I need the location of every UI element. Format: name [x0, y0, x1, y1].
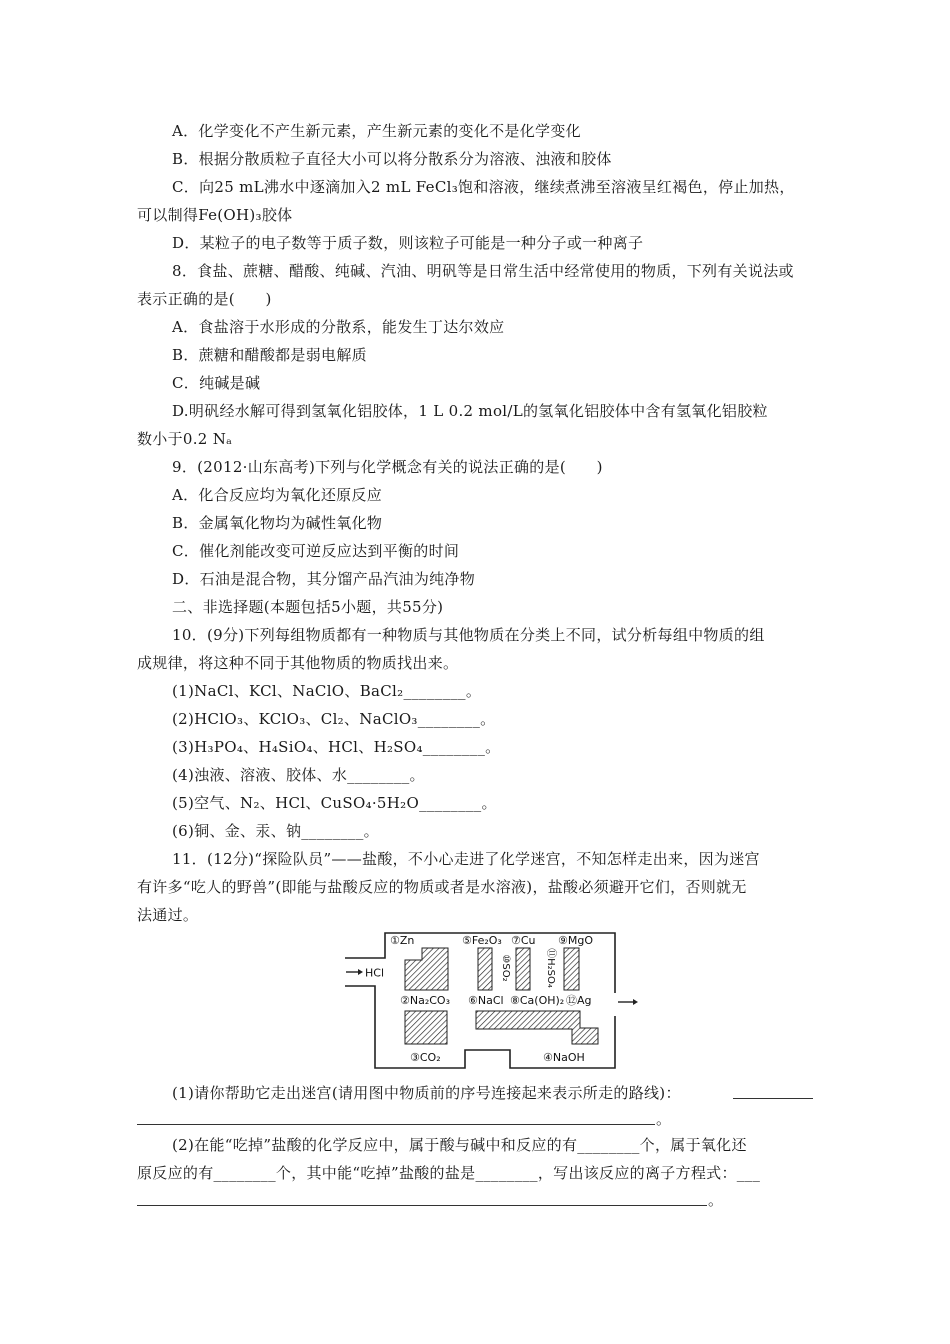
label-nacl: ⑥NaCl — [468, 994, 504, 1007]
answer-blank-1b[interactable] — [137, 1124, 655, 1125]
label-h2so4: ⑪H₂SO₄ — [545, 948, 556, 988]
label-na2co3: ②Na₂CO₃ — [400, 994, 450, 1007]
q10-item-6: (6)铜、金、汞、钠________。 — [172, 822, 379, 840]
q8-stem: 8．食盐、蔗糖、醋酸、纯碱、汽油、明矾等是日常生活中经常使用的物质，下列有关说法或 — [172, 262, 794, 280]
block-naoh — [476, 1011, 598, 1044]
q11-part1-end: 。 — [656, 1110, 672, 1128]
q11-stem-cont2: 法通过。 — [137, 906, 199, 924]
maze-diagram — [340, 928, 640, 1073]
q11-stem-cont: 有许多“吃人的野兽”(即能与盐酸反应的物质或者是水溶液)，盐酸必须避开它们，否则就无 — [137, 878, 747, 896]
q11-part2: (2)在能“吃掉”盐酸的化学反应中，属于酸与碱中和反应的有________个，属于氧化还 — [172, 1136, 747, 1154]
q11-part1: (1)请你帮助它走出迷宫(请用图中物质前的序号连接起来表示所走的路线)： — [172, 1084, 681, 1102]
q8-option-d: D.明矾经水解可得到氢氧化铝胶体，1 L 0.2 mol/L的氢氧化铝胶体中含有氢氧化铝胶粒 — [172, 402, 768, 420]
q7-option-c-cont: 可以制得Fe(OH)₃胶体 — [137, 206, 293, 224]
answer-blank-1a[interactable] — [733, 1098, 813, 1099]
block-co2 — [405, 1011, 447, 1044]
q7-option-d: D．某粒子的电子数等于质子数，则该粒子可能是一种分子或一种离子 — [172, 234, 644, 252]
block-fe2o3 — [478, 948, 492, 990]
answer-blank-2[interactable] — [137, 1205, 707, 1206]
entry-label: HCl — [365, 966, 385, 980]
block-mgo — [564, 948, 579, 990]
label-mgo: ⑨MgO — [558, 934, 593, 947]
label-co2: ③CO₂ — [410, 1051, 441, 1064]
label-naoh: ④NaOH — [543, 1051, 585, 1064]
q10-item-5: (5)空气、N₂、HCl、CuSO₄·5H₂O________。 — [172, 794, 497, 812]
entry-arrowhead — [358, 969, 363, 975]
q10-item-4: (4)浊液、溶液、胶体、水________。 — [172, 766, 425, 784]
q8-option-b: B．蔗糖和醋酸都是弱电解质 — [172, 346, 367, 364]
q9-option-a: A．化合反应均为氧化还原反应 — [172, 486, 383, 504]
maze-svg — [340, 928, 640, 1073]
block-zn — [405, 948, 448, 990]
q10-stem: 10．(9分)下列每组物质都有一种物质与其他物质在分类上不同，试分析每组中物质的组 — [172, 626, 765, 644]
q9-option-b: B．金属氧化物均为碱性氧化物 — [172, 514, 383, 532]
label-zn: ①Zn — [390, 934, 415, 947]
q11-part2-cont: 原反应的有________个，其中能“吃掉”盐酸的盐是________，写出该反应的离子方程式：___ — [137, 1164, 761, 1182]
q8-stem-cont: 表示正确的是( ) — [137, 290, 272, 308]
q7-option-c: C．向25 mL沸水中逐滴加入2 mL FeCl₃饱和溶液，继续煮沸至溶液呈红褐色，停止加热， — [172, 178, 795, 196]
q9-option-d: D．石油是混合物，其分馏产品汽油为纯净物 — [172, 570, 476, 588]
label-fe2o3: ⑤Fe₂O₃ — [462, 934, 502, 947]
q7-option-a: A．化学变化不产生新元素，产生新元素的变化不是化学变化 — [172, 122, 581, 140]
q10-item-2: (2)HClO₃、KClO₃、Cl₂、NaClO₃________。 — [172, 710, 496, 728]
exit-arrowhead — [633, 999, 638, 1005]
q10-item-3: (3)H₃PO₄、H₄SiO₄、HCl、H₂SO₄________。 — [172, 738, 501, 756]
q9-option-c: C．催化剂能改变可逆反应达到平衡的时间 — [172, 542, 460, 560]
label-caoh2: ⑧Ca(OH)₂ — [510, 994, 565, 1007]
q9-stem: 9．(2012·山东高考)下列与化学概念有关的说法正确的是( ) — [172, 458, 603, 476]
label-ag: ⑫Ag — [566, 994, 592, 1007]
q8-option-d-cont: 数小于0.2 Nₐ — [137, 430, 233, 448]
label-cu: ⑦Cu — [511, 934, 536, 947]
q11-part2-end: 。 — [708, 1191, 724, 1209]
q11-stem: 11．(12分)“探险队员”——盐酸，不小心走进了化学迷宫，不知怎样走出来，因为迷宫 — [172, 850, 760, 868]
section-heading: 二、非选择题(本题包括5小题，共55分) — [172, 598, 444, 616]
q7-option-b: B．根据分散质粒子直径大小可以将分散系分为溶液、浊液和胶体 — [172, 150, 612, 168]
q8-option-c: C．纯碱是碱 — [172, 374, 261, 392]
block-cu — [516, 948, 530, 990]
label-so2: ⑩SO₂ — [500, 954, 511, 982]
q8-option-a: A．食盐溶于水形成的分散系，能发生丁达尔效应 — [172, 318, 505, 336]
q10-item-1: (1)NaCl、KCl、NaClO、BaCl₂________。 — [172, 682, 482, 700]
q10-stem-cont: 成规律，将这种不同于其他物质的物质找出来。 — [137, 654, 459, 672]
